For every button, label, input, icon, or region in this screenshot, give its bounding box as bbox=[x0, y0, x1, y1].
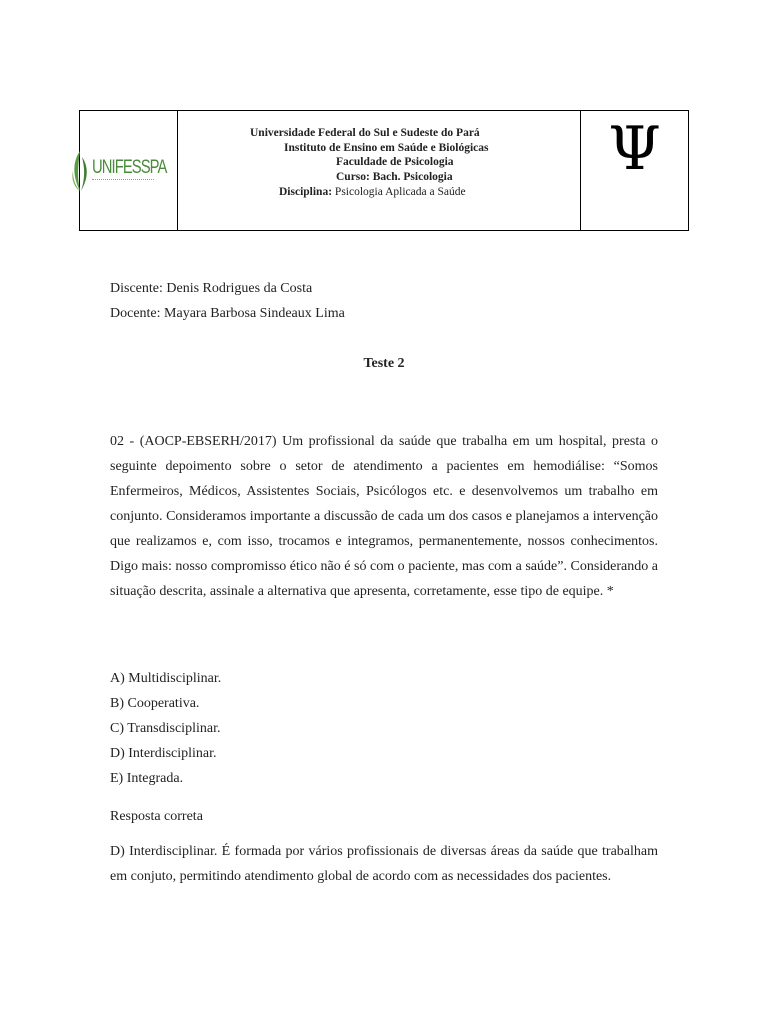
discipline-value: Psicologia Aplicada a Saúde bbox=[334, 186, 466, 198]
university-name: Universidade Federal do Sul e Sudeste do Pará bbox=[250, 127, 480, 139]
header-table bbox=[79, 110, 689, 231]
test-title: Teste 2 bbox=[363, 356, 405, 371]
discipline-label: Disciplina: bbox=[279, 186, 333, 198]
institute-name: Instituto de Ensino em Saúde e Biológicas bbox=[284, 142, 489, 154]
leaf-icon bbox=[69, 149, 91, 193]
logo-cell bbox=[80, 111, 178, 230]
institution-cell bbox=[178, 111, 581, 230]
option-c: C) Transdisciplinar. bbox=[110, 721, 221, 736]
university-logo bbox=[69, 149, 187, 193]
discipline-line bbox=[279, 185, 466, 200]
logo-wordmark: UNIFESSPA bbox=[92, 157, 167, 178]
student-name: Discente: Denis Rodrigues da Costa bbox=[110, 281, 313, 296]
symbol-cell bbox=[581, 111, 688, 230]
answer-text: D) Interdisciplinar. É formada por vários profissionais de diversas áreas da saúde que trabalham em conjuto, permitindo atendimento global de acordo com as necessidades dos pacientes. bbox=[110, 844, 658, 884]
psi-symbol-icon: Ψ bbox=[608, 114, 661, 184]
answer-label: Resposta correta bbox=[110, 809, 203, 824]
option-b: B) Cooperativa. bbox=[110, 696, 200, 711]
question-text: 02 - (AOCP-EBSERH/2017) Um profissional da saúde que trabalha em um hospital, presta o seguinte depoimento sobre o setor de atendimento a pacientes em hemodiálise: “Somos Enfermeiros, Médicos, Assistentes Sociais, Psicólogos etc. e desenvolvemos um trabalho em conjunto. Consideramos importante a discussão de cada um dos casos e planejamos a intervenção que realizamos e, com isso, trocamos e integramos, permanentemente, nossos conhecimentos. Digo mais: nosso compromisso ético não é só com o paciente, mas com a saúde”. Considerando a situação descrita, assinale a alternativa que apresenta, corretamente, esse tipo de equipe. * bbox=[110, 434, 658, 599]
option-d: D) Interdisciplinar. bbox=[110, 746, 217, 761]
logo-tagline bbox=[92, 179, 154, 182]
option-a: A) Multidisciplinar. bbox=[110, 671, 222, 686]
course-name: Curso: Bach. Psicologia bbox=[336, 171, 453, 183]
faculty-name: Faculdade de Psicologia bbox=[336, 156, 454, 168]
option-e: E) Integrada. bbox=[110, 771, 184, 786]
teacher-name: Docente: Mayara Barbosa Sindeaux Lima bbox=[110, 306, 345, 321]
